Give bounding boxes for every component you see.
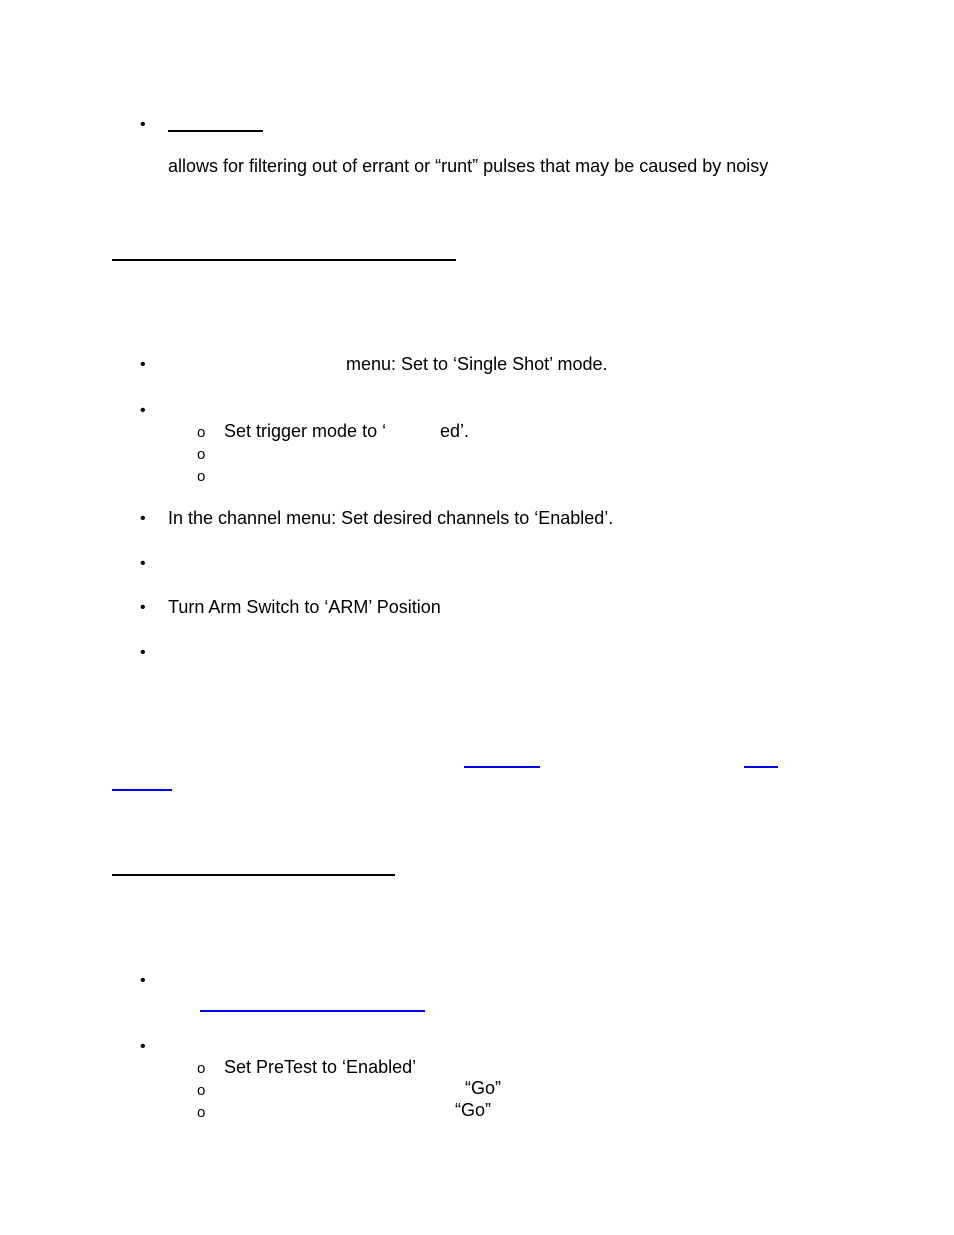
bullet-circle: o [197, 424, 206, 441]
bullet-dot: • [140, 116, 146, 133]
bullet-dot: • [140, 972, 146, 989]
hyperlink-1[interactable] [464, 766, 540, 768]
list-item-menu-single-shot: menu: Set to ‘Single Shot’ mode. [346, 354, 608, 374]
bullet-circle: o [197, 1082, 206, 1099]
sub-item-go-1: “Go” [465, 1078, 501, 1098]
bullet-circle: o [197, 1104, 206, 1121]
bullet-dot: • [140, 644, 146, 661]
bullet-dot: • [140, 1038, 146, 1055]
underlined-term-redacted [168, 130, 263, 132]
bullet-circle: o [197, 446, 206, 463]
hyperlink-2-end[interactable] [112, 789, 172, 791]
hyperlink-3[interactable] [200, 1010, 425, 1012]
sub-item-trigger-mode-prefix: Set trigger mode to ‘ [224, 421, 387, 441]
sub-item-go-2: “Go” [455, 1100, 491, 1120]
list-item-channel-menu: In the channel menu: Set desired channels to ‘Enabled’. [168, 508, 614, 528]
section-heading-underline [112, 259, 456, 261]
bullet-dot: • [140, 555, 146, 572]
hyperlink-2-start[interactable] [744, 766, 778, 768]
bullet-circle: o [197, 1060, 206, 1077]
section-heading-underline [112, 874, 395, 876]
bullet-dot: • [140, 356, 146, 373]
sub-item-pretest: Set PreTest to ‘Enabled’ [224, 1057, 417, 1077]
filter-description: allows for filtering out of errant or “runt” pulses that may be caused by noisy [168, 156, 769, 176]
bullet-dot: • [140, 402, 146, 419]
bullet-dot: • [140, 510, 146, 527]
bullet-dot: • [140, 599, 146, 616]
list-item-arm-switch: Turn Arm Switch to ‘ARM’ Position [168, 597, 441, 617]
bullet-circle: o [197, 468, 206, 485]
sub-item-trigger-mode-suffix: ed’. [440, 421, 470, 441]
